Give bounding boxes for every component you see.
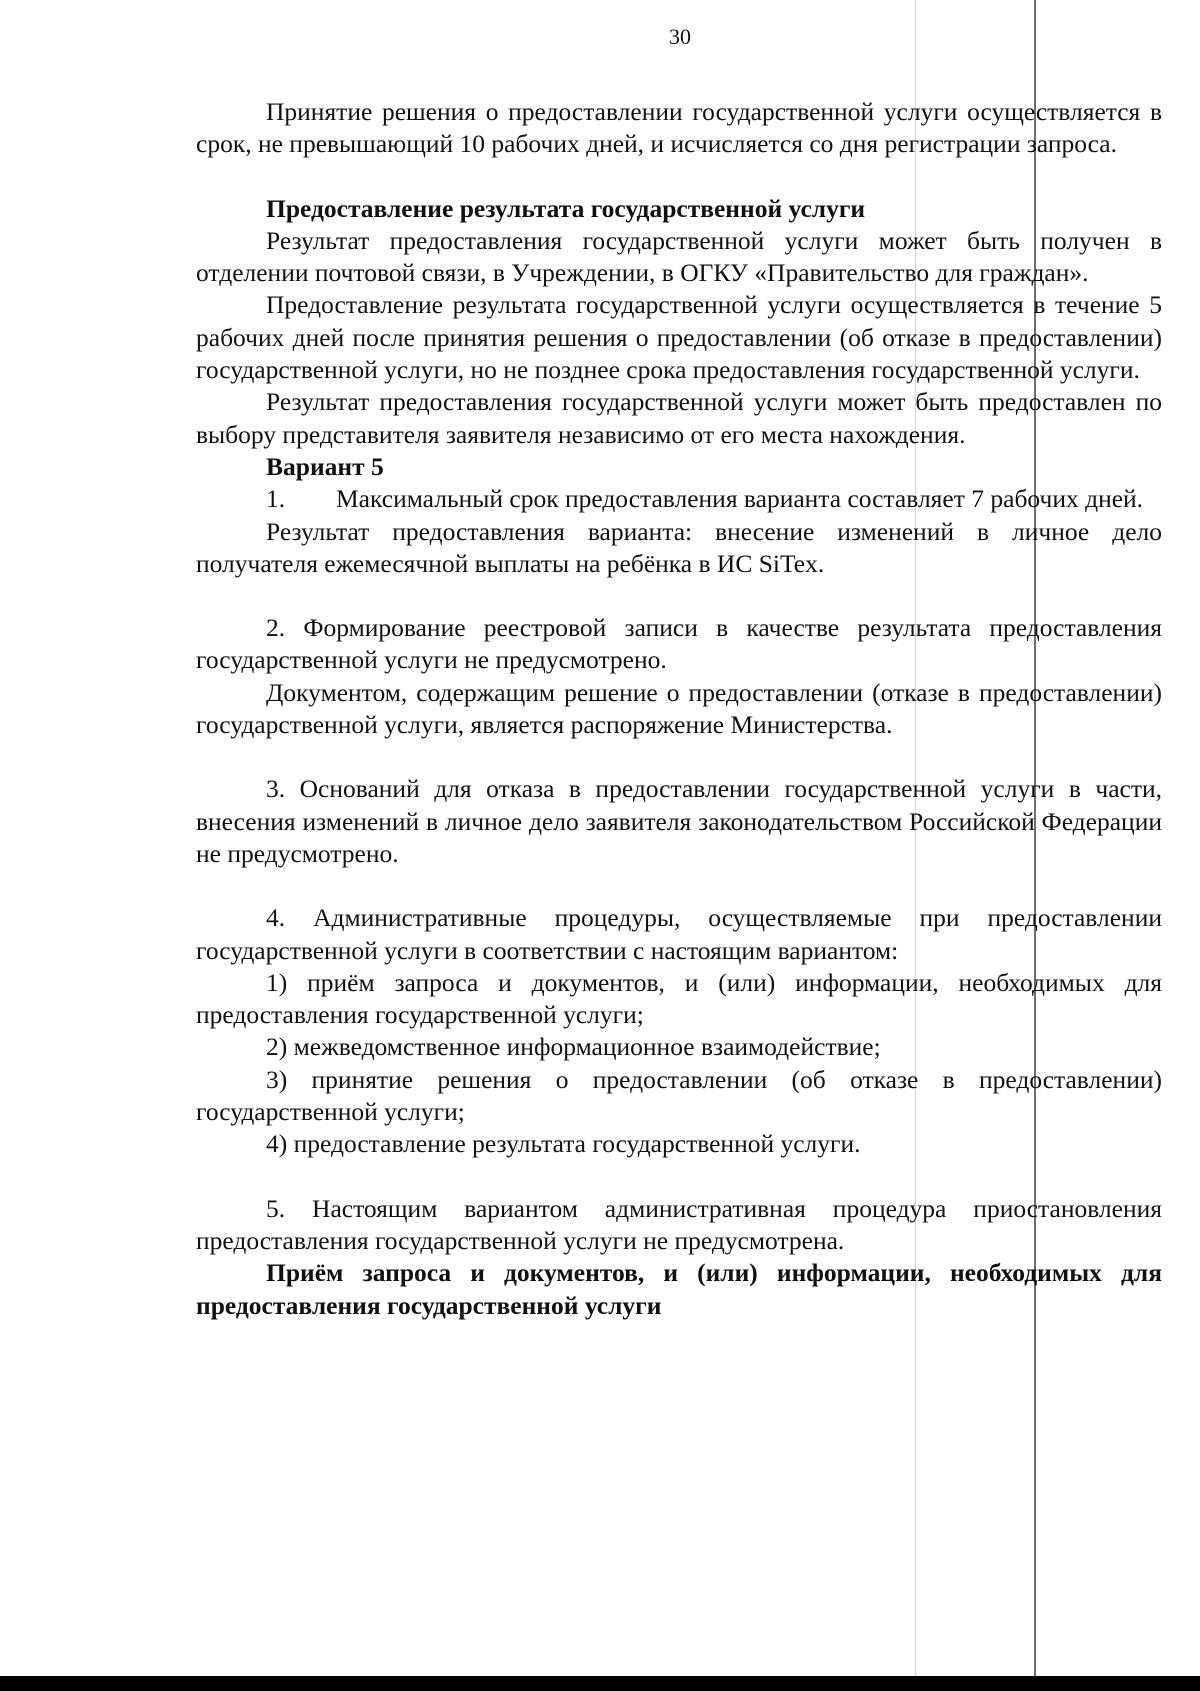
scan-border-bottom (0, 1676, 1200, 1691)
paragraph-decision-document: Документом, содержащим решение о предоставлении (отказе в предоставлении) государственной услуги, является распоряжение Министерства. (196, 677, 1162, 740)
paragraph-suspension: 5. Настоящим вариантом административная процедура приостановления предоставления государственной услуги не предусмотрена. (196, 1193, 1162, 1255)
paragraph-result-channels: Результат предоставления государственной услуги может быть получен в отделении почтовой связи, в Учреждении, в ОГКУ «Правительство для граждан». (196, 225, 1162, 288)
item-number: 1. (266, 484, 286, 514)
paragraph-refusal-grounds: 3. Оснований для отказа в предоставлении государственной услуги в части, внесения изменений в личное дело заявителя законодательством Российской Федерации не предусмотрено. (196, 774, 1162, 868)
numbered-item-1 (196, 483, 1162, 515)
item-text: Максимальный срок предоставления варианта составляет 7 рабочих дней. (336, 484, 1144, 514)
list-item-procedure-1: 1) приём запроса и документов, и (или) информации, необходимых для предоставления государственной услуги; (196, 967, 1162, 1030)
paragraph-admin-procedures: 4. Административные процедуры, осуществляемые при предоставлении государственной услуги в соответствии с настоящим вариантом: (196, 903, 1162, 965)
heading-variant-5: Вариант 5 (266, 451, 384, 481)
heading-request-intake: Приём запроса и документов, и (или) информации, необходимых для предоставления государственной услуги (196, 1258, 1162, 1320)
document-body (196, 96, 1162, 1322)
heading-result-provision: Предоставление результата государственной услуги (266, 193, 866, 223)
paragraph-result-timing: Предоставление результата государственной услуги осуществляется в течение 5 рабочих дней после принятия решения о предоставлении (об отказе в предоставлении) государственной услуги, но не позднее срока предоставления государственной услуги. (196, 290, 1162, 385)
paragraph-decision-deadline: Принятие решения о предоставлении государственной услуги осуществляется в срок, не превышающий 10 рабочих дней, и исчисляется со дня регистрации запроса. (196, 97, 1162, 159)
list-item-procedure-2: 2) межведомственное информационное взаимодействие; (266, 1032, 881, 1062)
list-item-procedure-4: 4) предоставление результата государственной услуги. (266, 1129, 861, 1159)
paragraph-variant-result: Результат предоставления варианта: внесение изменений в личное дело получателя ежемесячной выплаты на ребёнка в ИС SiTex. (196, 516, 1162, 578)
paragraph-registry-record: 2. Формирование реестровой записи в качестве результата предоставления государственной услуги не предусмотрено. (196, 613, 1162, 675)
list-item-procedure-3: 3) принятие решения о предоставлении (об отказе в предоставлении) государственной услуги; (196, 1064, 1162, 1127)
page-number: 30 (669, 24, 691, 49)
paragraph-result-choice: Результат предоставления государственной услуги может быть предоставлен по выбору представителя заявителя независимо от его места нахождения. (196, 387, 1162, 449)
